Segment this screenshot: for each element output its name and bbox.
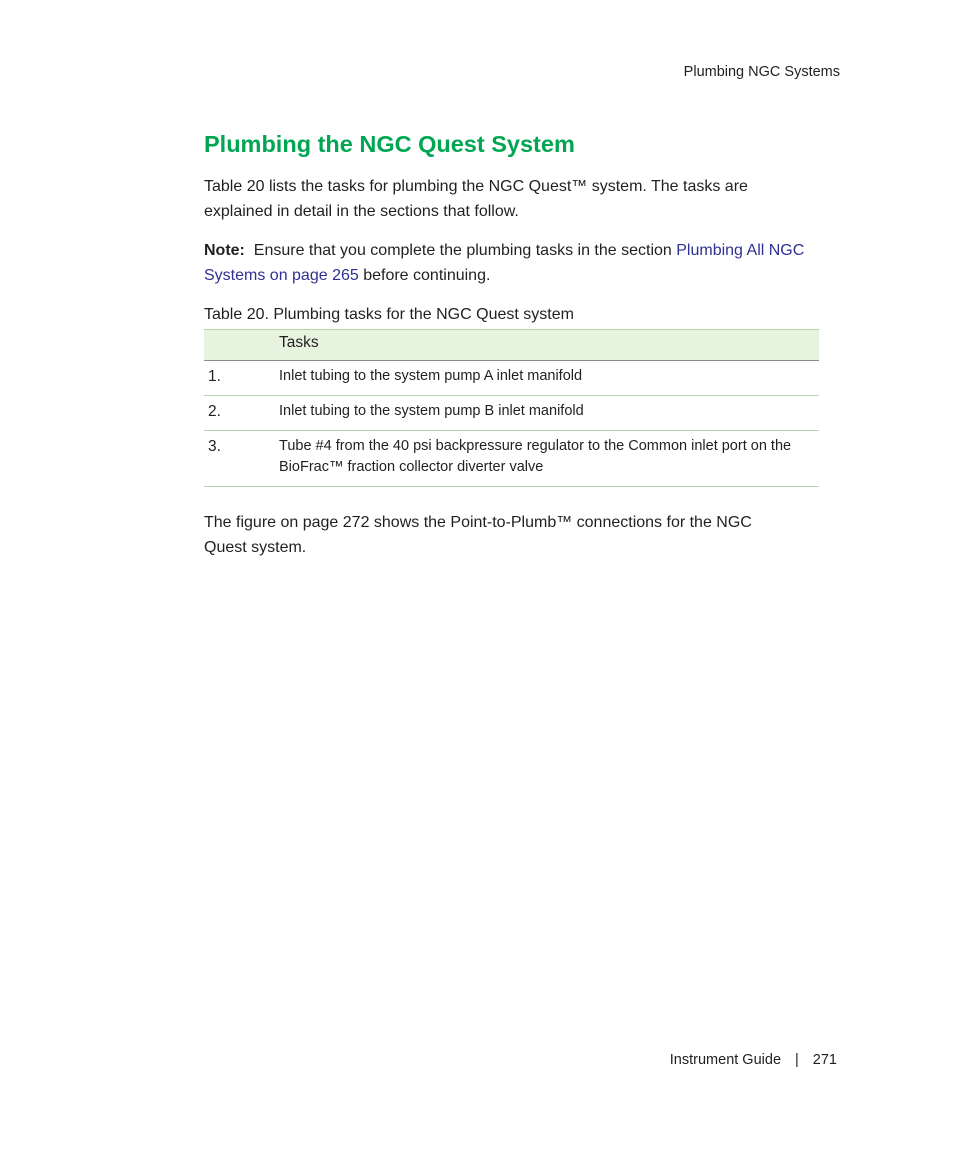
- task-number: 1.: [204, 361, 279, 396]
- table-row: [204, 431, 819, 487]
- note-text-after: before continuing.: [358, 267, 491, 284]
- running-header: Plumbing NGC Systems: [683, 64, 840, 80]
- task-description: Inlet tubing to the system pump A inlet manifold: [279, 361, 819, 396]
- table-header-tasks: Tasks: [279, 330, 819, 361]
- task-number: 2.: [204, 396, 279, 431]
- page-content: [204, 128, 819, 560]
- task-description: Tube #4 from the 40 psi backpressure regulator to the Common inlet port on the BioFrac™ fraction collector diverter valve: [279, 431, 819, 487]
- task-description: Inlet tubing to the system pump B inlet manifold: [279, 396, 819, 431]
- table-header-number: [204, 330, 279, 361]
- table-caption: Table 20. Plumbing tasks for the NGC Quest system: [204, 306, 574, 323]
- footer-guide-name: Instrument Guide: [669, 1052, 782, 1068]
- cross-reference-link[interactable]: Plumbing All NGC Systems on page 265: [204, 242, 805, 284]
- note-paragraph: [204, 238, 814, 288]
- intro-paragraph: Table 20 lists the tasks for plumbing the NGC Quest™ system. The tasks are explained in detail in the sections that follow.: [204, 178, 748, 220]
- tasks-table: [204, 329, 819, 487]
- running-footer: [670, 1052, 837, 1068]
- note-text-before: Ensure that you complete the plumbing tasks in the section: [253, 242, 677, 259]
- task-number: 3.: [204, 431, 279, 487]
- note-label: Note:: [204, 242, 245, 259]
- closing-paragraph: The figure on page 272 shows the Point-to-Plumb™ connections for the NGC Quest system.: [204, 514, 752, 556]
- table-header-row: [204, 330, 819, 361]
- page-number: 271: [812, 1052, 837, 1068]
- footer-separator: |: [795, 1052, 799, 1068]
- section-title: Plumbing the NGC Quest System: [204, 131, 575, 157]
- table-row: [204, 361, 819, 396]
- table-row: [204, 396, 819, 431]
